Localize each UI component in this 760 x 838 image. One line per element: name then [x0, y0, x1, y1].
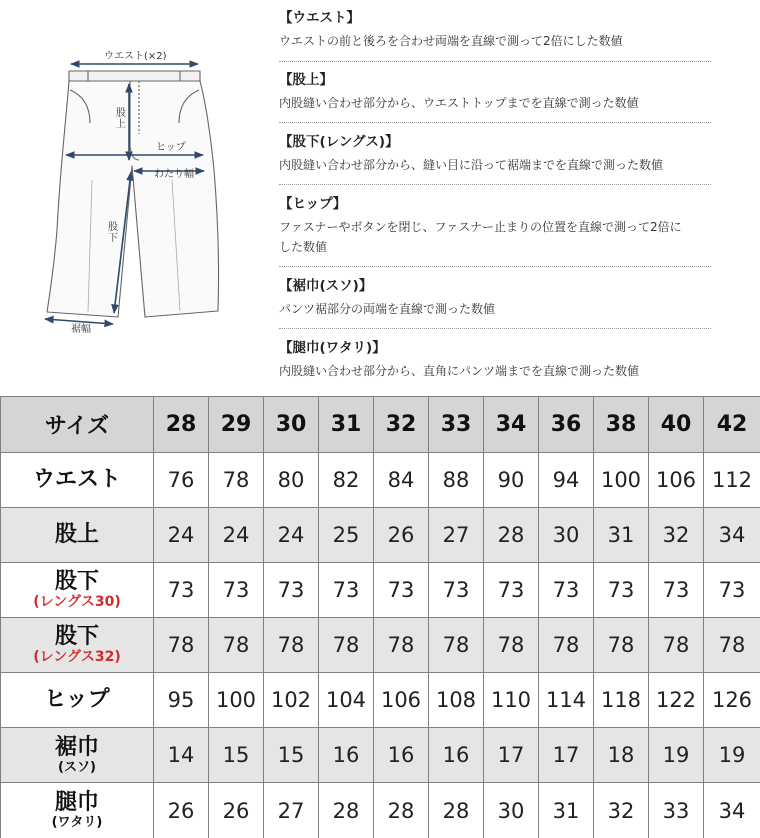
definition-title: 【ウエスト】 — [279, 10, 360, 26]
definition-inseam — [279, 134, 711, 175]
definition-description: 内股縫い合わせ部分から、ウエストトップまでを直線で測った数値 — [279, 96, 639, 110]
definition-divider — [279, 184, 711, 185]
table-cell: 73 — [484, 563, 539, 618]
table-cell: 73 — [209, 563, 264, 618]
table-cell: 78 — [649, 618, 704, 673]
table-cell: 19 — [649, 728, 704, 783]
table-cell: 73 — [539, 563, 594, 618]
diagram-waist-label: ウエスト(×2) — [104, 51, 167, 62]
row-label-sub: (ワタリ) — [51, 815, 103, 830]
table-cell: 33 — [649, 783, 704, 838]
table-cell: 73 — [264, 563, 319, 618]
row-label-main: 腿巾 — [54, 790, 99, 815]
row-label — [1, 508, 154, 563]
table-cell: 31 — [539, 783, 594, 838]
table-cell: 30 — [484, 783, 539, 838]
table-cell: 18 — [594, 728, 649, 783]
table-cell: 82 — [319, 453, 374, 508]
table-cell: 14 — [154, 728, 209, 783]
diagram-rise-label: 股上 — [116, 108, 126, 130]
table-cell: 27 — [264, 783, 319, 838]
diagram-hem-label: 裾幅 — [71, 324, 91, 335]
table-header-row — [1, 397, 760, 453]
table-cell: 78 — [209, 453, 264, 508]
row-label-sub: (レングス32) — [33, 649, 121, 665]
row-label-sub: (スソ) — [58, 759, 96, 775]
table-cell: 122 — [649, 673, 704, 728]
table-cell: 32 — [594, 783, 649, 838]
table-cell: 78 — [429, 618, 484, 673]
table-cell: 114 — [539, 673, 594, 728]
table-row-waist — [1, 453, 760, 508]
table-cell: 28 — [374, 783, 429, 838]
definition-hip — [279, 196, 711, 257]
row-label — [1, 618, 154, 673]
table-cell: 32 — [649, 508, 704, 563]
pants-measurement-diagram — [0, 0, 270, 390]
definition-divider — [279, 122, 711, 123]
table-cell: 73 — [649, 563, 704, 618]
definition-description: ウエストの前と後ろを合わせ両端を直線で測って2倍にした数値 — [279, 34, 623, 48]
definition-title: 【腿巾(ワタリ)】 — [279, 340, 386, 356]
table-cell: 90 — [484, 453, 539, 508]
definition-hem — [279, 278, 711, 319]
diagram-inseam-label: 股下 — [108, 222, 118, 244]
size-header-cell: 32 — [374, 397, 429, 453]
table-row-thigh — [1, 783, 760, 838]
row-label-main: ウエスト — [32, 467, 121, 492]
table-row-inseam-30 — [1, 563, 760, 618]
table-cell: 73 — [374, 563, 429, 618]
table-cell: 78 — [484, 618, 539, 673]
table-cell: 26 — [374, 508, 429, 563]
table-cell: 78 — [374, 618, 429, 673]
table-cell: 94 — [539, 453, 594, 508]
diagram-hip-label: ヒップ — [156, 142, 186, 153]
row-label — [1, 728, 154, 783]
table-cell: 78 — [154, 618, 209, 673]
row-label-main: 裾巾 — [54, 734, 99, 760]
definition-title: 【股上】 — [279, 72, 333, 88]
table-cell: 100 — [209, 673, 264, 728]
definition-thigh — [279, 340, 711, 381]
diagram-thigh-label: わたり幅 — [154, 169, 194, 180]
table-cell: 78 — [209, 618, 264, 673]
definition-waist — [279, 10, 711, 51]
size-header-cell: 31 — [319, 397, 374, 453]
size-header-cell: 30 — [264, 397, 319, 453]
table-cell: 73 — [429, 563, 484, 618]
row-label — [1, 673, 154, 728]
table-cell: 73 — [594, 563, 649, 618]
definition-divider — [279, 61, 711, 62]
row-label-main: 股上 — [54, 522, 99, 547]
table-cell: 34 — [704, 508, 760, 563]
table-cell: 126 — [704, 673, 760, 728]
definition-title: 【裾巾(スソ)】 — [279, 278, 373, 294]
table-cell: 78 — [319, 618, 374, 673]
row-label — [1, 453, 154, 508]
size-header-cell: 33 — [429, 397, 484, 453]
table-row-hip — [1, 673, 760, 728]
table-row-hem — [1, 728, 760, 783]
table-cell: 84 — [374, 453, 429, 508]
table-cell: 73 — [319, 563, 374, 618]
table-cell: 31 — [594, 508, 649, 563]
table-cell: 78 — [704, 618, 760, 673]
table-row-inseam-32 — [1, 618, 760, 673]
row-label — [1, 783, 154, 838]
table-cell: 26 — [209, 783, 264, 838]
definition-description: 内股縫い合わせ部分から、直角にパンツ端までを直線で測った数値 — [279, 364, 640, 378]
table-cell: 80 — [264, 453, 319, 508]
table-cell: 73 — [704, 563, 760, 618]
definition-title: 【ヒップ】 — [279, 196, 347, 212]
row-label-main: 股下 — [54, 569, 99, 594]
table-cell: 76 — [154, 453, 209, 508]
definition-rise — [279, 72, 711, 113]
table-cell: 78 — [539, 618, 594, 673]
table-cell: 106 — [649, 453, 704, 508]
row-label-sub: (レングス30) — [33, 594, 121, 610]
table-cell: 15 — [264, 728, 319, 783]
size-chart-table — [0, 396, 760, 838]
table-cell: 112 — [704, 453, 760, 508]
table-cell: 26 — [154, 783, 209, 838]
table-cell: 28 — [319, 783, 374, 838]
table-cell: 106 — [374, 673, 429, 728]
row-label-main: 股下 — [54, 624, 99, 649]
table-cell: 28 — [429, 783, 484, 838]
definition-divider — [279, 328, 711, 329]
table-cell: 30 — [539, 508, 594, 563]
size-header-cell: 29 — [209, 397, 264, 453]
table-cell: 28 — [484, 508, 539, 563]
row-label-main: ヒップ — [44, 687, 110, 712]
definition-divider — [279, 266, 711, 267]
table-cell: 108 — [429, 673, 484, 728]
table-cell: 25 — [319, 508, 374, 563]
table-cell: 27 — [429, 508, 484, 563]
table-cell: 16 — [374, 728, 429, 783]
table-row-rise — [1, 508, 760, 563]
table-cell: 110 — [484, 673, 539, 728]
header-size-label: サイズ — [1, 397, 154, 453]
definition-title: 【股下(レングス)】 — [279, 134, 399, 150]
table-cell: 16 — [429, 728, 484, 783]
table-cell: 102 — [264, 673, 319, 728]
size-header-cell: 38 — [594, 397, 649, 453]
table-cell: 17 — [539, 728, 594, 783]
table-cell: 24 — [154, 508, 209, 563]
table-cell: 100 — [594, 453, 649, 508]
table-cell: 88 — [429, 453, 484, 508]
table-cell: 17 — [484, 728, 539, 783]
size-header-cell: 40 — [649, 397, 704, 453]
table-cell: 19 — [704, 728, 760, 783]
table-cell: 73 — [154, 563, 209, 618]
table-cell: 78 — [594, 618, 649, 673]
table-cell: 104 — [319, 673, 374, 728]
size-header-cell: 42 — [704, 397, 760, 453]
table-cell: 24 — [209, 508, 264, 563]
size-header-cell: 28 — [154, 397, 209, 453]
table-cell: 95 — [154, 673, 209, 728]
table-cell: 118 — [594, 673, 649, 728]
size-header-cell: 36 — [539, 397, 594, 453]
size-header-cell: 34 — [484, 397, 539, 453]
row-label — [1, 563, 154, 618]
table-cell: 15 — [209, 728, 264, 783]
definition-description: ファスナーやボタンを閉じ、ファスナー止まりの位置を直線で測って2倍にした数値 — [279, 220, 682, 254]
definition-description: 内股縫い合わせ部分から、縫い目に沿って裾端までを直線で測った数値 — [279, 158, 664, 172]
table-cell: 24 — [264, 508, 319, 563]
table-cell: 34 — [704, 783, 760, 838]
table-cell: 16 — [319, 728, 374, 783]
definition-description: パンツ裾部分の両端を直線で測った数値 — [279, 302, 496, 316]
table-cell: 78 — [264, 618, 319, 673]
